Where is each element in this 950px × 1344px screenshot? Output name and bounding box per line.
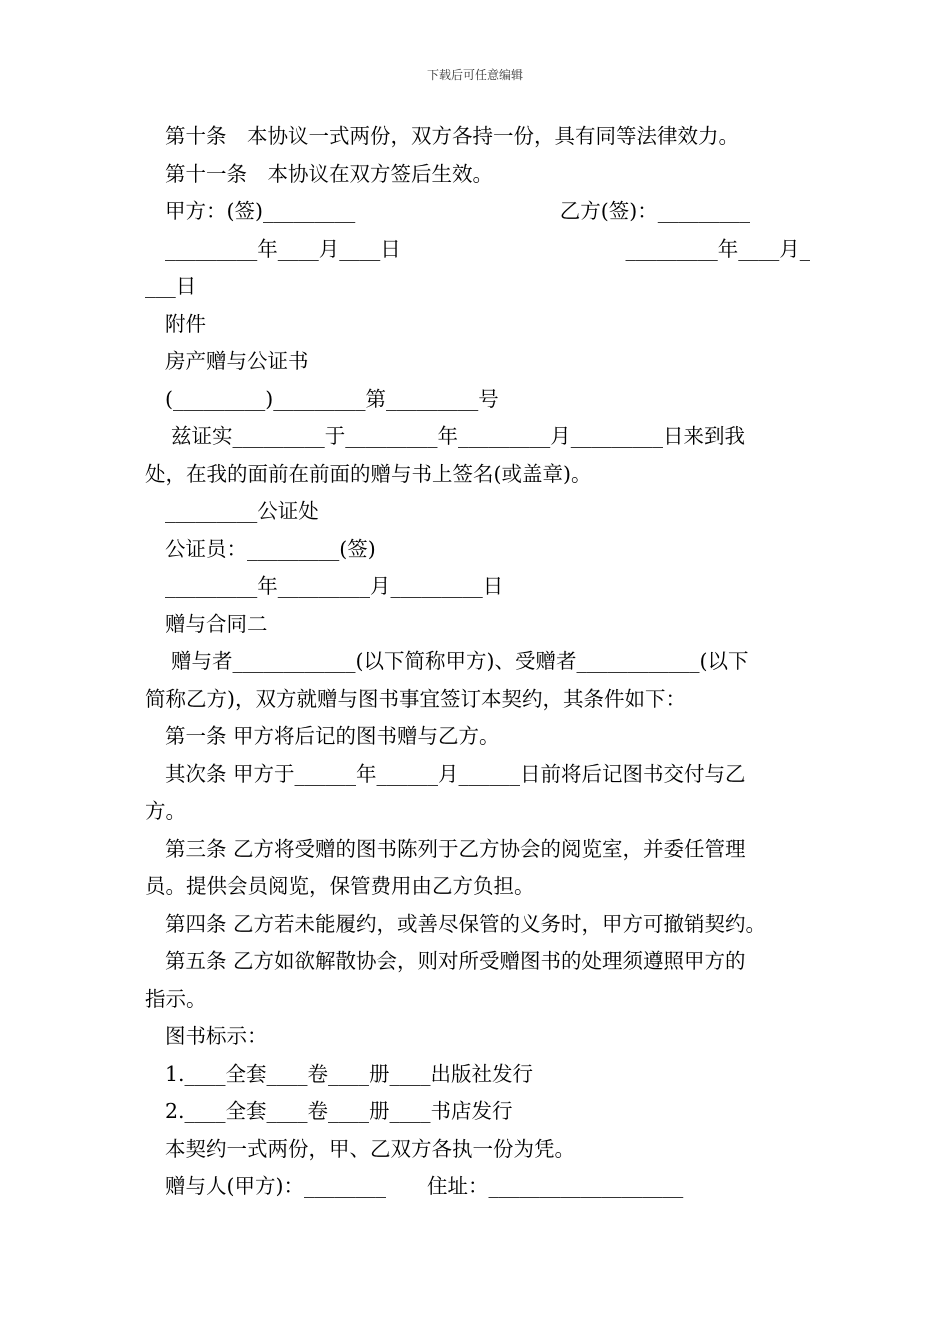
party-b-date: _________年____月_ (625, 236, 810, 261)
party-a-date: _________年____月____日 (165, 236, 401, 261)
signature-row (145, 193, 810, 231)
notary-office: _________公证处 (165, 499, 319, 523)
page-header: 下载后可任意编辑 (426, 68, 523, 82)
document-body (145, 118, 810, 1206)
date-continuation: ___日 (145, 274, 197, 298)
contract-intro-1: 赠与者____________(以下简称甲方)、受赠者____________(以下 (171, 649, 749, 673)
notary-date: _________年_________月_________日 (165, 574, 504, 598)
book-listing-title: 图书标示： (165, 1024, 268, 1048)
date-row (145, 231, 810, 269)
article-3-line-2: 员。提供会员阅览，保管费用由乙方负担。 (145, 874, 535, 898)
attachment-title: 附件 (165, 311, 206, 336)
certification-text-2: 处，在我的面前在前面的赠与书上签名(或盖章)。 (145, 461, 592, 486)
notary-certificate-title: 房产赠与公证书 (165, 349, 309, 373)
party-a-signature: 甲方：(签)_________ (165, 199, 356, 223)
contract-two-title: 赠与合同二 (165, 611, 268, 636)
book-listing-item-1: 1.____全套____卷____册____出版社发行 (165, 1061, 534, 1086)
article-5-line-1: 第五条 乙方如欲解散协会，则对所受赠图书的处理须遵照甲方的 (165, 949, 746, 973)
contract-intro-2: 简称乙方)，双方就赠与图书事宜签订本契约，其条件如下： (145, 686, 686, 711)
article-1: 第一条 甲方将后记的图书赠与乙方。 (165, 724, 500, 748)
certificate-number: (_________)_________第_________号 (165, 386, 499, 411)
contract-copies-clause: 本契约一式两份，甲、乙双方各执一份为凭。 (165, 1136, 575, 1161)
article-2-line-2: 方。 (145, 799, 186, 823)
article-4: 第四条 乙方若未能履约，或善尽保管的义务时，甲方可撤销契约。 (165, 911, 767, 936)
article-5-line-2: 指示。 (145, 986, 207, 1011)
notary-signature: 公证员：_________(签) (165, 536, 376, 561)
article-2-line-1: 其次条 甲方于______年______月______日前将后记图书交付与乙 (165, 761, 746, 786)
certification-text-1: 兹证实_________于_________年_________月_________日来到我 (171, 424, 745, 448)
donor-signature-address: 赠与人(甲方)：________ 住址：___________________ (165, 1174, 684, 1198)
clause-10: 第十条 本协议一式两份，双方各持一份，具有同等法律效力。 (165, 124, 739, 148)
article-3-line-1: 第三条 乙方将受赠的图书陈列于乙方协会的阅览室，并委任管理 (165, 836, 746, 861)
book-listing-item-2: 2.____全套____卷____册____书店发行 (165, 1099, 513, 1123)
clause-11: 第十一条 本协议在双方签后生效。 (165, 161, 493, 186)
party-b-signature: 乙方(签)：_________ (559, 199, 750, 223)
